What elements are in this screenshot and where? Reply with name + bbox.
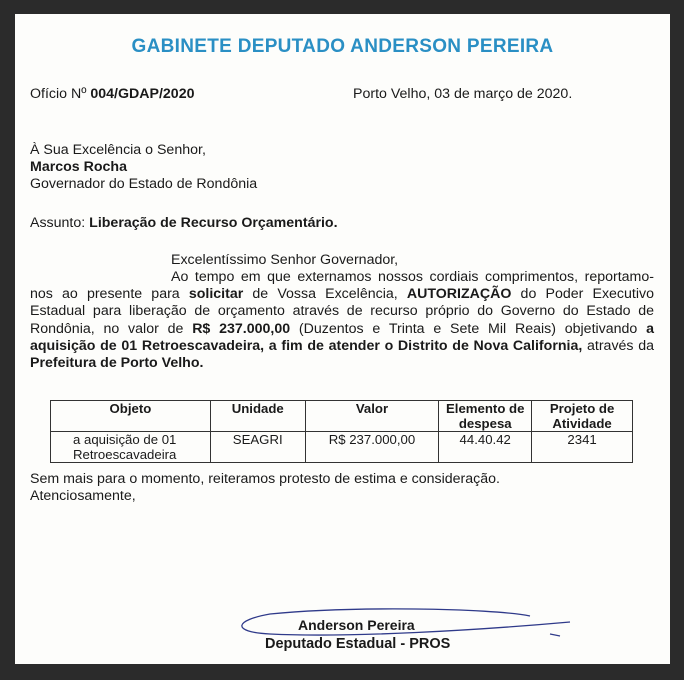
greeting: Excelentíssimo Senhor Governador, <box>171 252 399 268</box>
signature-role: Deputado Estadual - PROS <box>265 636 451 652</box>
closing-line: Sem mais para o momento, reiteramos protesto de estima e consideração. <box>30 471 500 487</box>
table-row <box>51 432 633 463</box>
table-cell: 44.40.42 <box>439 432 532 463</box>
subject-line: Assunto: Liberação de Recurso Orçamentário. <box>30 215 338 231</box>
body-paragraph: Ao tempo em que externamos nossos cordiais comprimentos, reportamo-nos ao presente para solicitar de Vossa Excelência, AUTORIZAÇÃO do Poder Executivo Estadual para liberação de orçamento através de recurso próprio do Governo do Estado de Rondônia, no valor de R$ 237.000,00 (Duzentos e Trinta e Sete Mil Reais) objetivando a aquisição de 01 Retroescavadeira, a fim de atender o Distrito de Nova California, através da Prefeitura de Porto Velho. <box>30 269 655 372</box>
letterhead-title: GABINETE DEPUTADO ANDERSON PEREIRA <box>131 36 554 57</box>
addressee-salutation: À Sua Excelência o Senhor, <box>30 142 206 158</box>
table-header-cell: Objeto <box>51 401 211 432</box>
table-cell: a aquisição de 01 Retroescavadeira <box>51 432 211 463</box>
table-header-cell: Unidade <box>210 401 305 432</box>
reference-line: Ofício Nº 004/GDAP/2020 <box>30 86 195 102</box>
addressee-name: Marcos Rocha <box>30 159 127 175</box>
addressee-title: Governador do Estado de Rondônia <box>30 176 258 192</box>
table-cell: SEAGRI <box>210 432 305 463</box>
table-header-cell: Elemento de despesa <box>439 401 532 432</box>
table-cell: R$ 237.000,00 <box>305 432 439 463</box>
reference-number: 004/GDAP/2020 <box>90 86 195 102</box>
subject-text: Liberação de Recurso Orçamentário. <box>89 215 338 231</box>
table-header-row <box>51 401 633 432</box>
place-date: Porto Velho, 03 de março de 2020. <box>353 86 573 102</box>
signature-name: Anderson Pereira <box>298 617 415 633</box>
table-cell: 2341 <box>532 432 633 463</box>
object-table <box>50 400 633 463</box>
document-page <box>15 14 670 664</box>
table-header-cell: Valor <box>305 401 439 432</box>
closing-salutation: Atenciosamente, <box>30 488 136 504</box>
table-header-cell: Projeto de Atividade <box>532 401 633 432</box>
